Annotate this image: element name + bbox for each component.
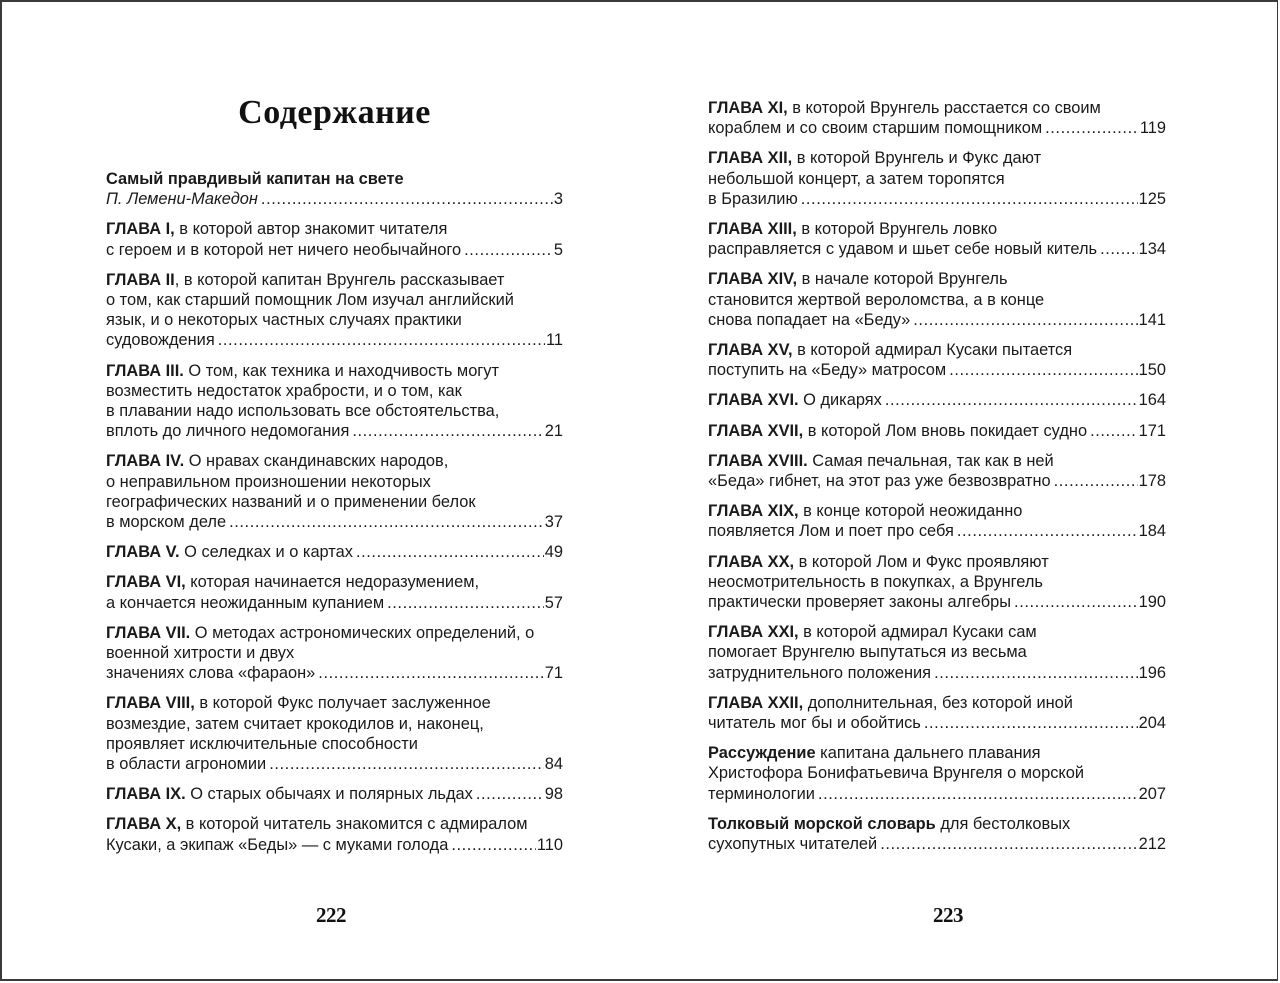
dot-leader: [352, 421, 543, 441]
chapter-label: ГЛАВА VIII,: [106, 694, 195, 713]
dot-leader: [913, 310, 1137, 330]
toc-entry[interactable]: [708, 148, 1166, 209]
chapter-label: Толковый морской словарь: [708, 814, 936, 833]
chapter-label: ГЛАВА II: [106, 270, 175, 289]
chapter-label: ГЛАВА XIV,: [708, 270, 798, 289]
toc-entry-text: [106, 784, 473, 804]
chapter-description: в которой автор знакомит читателя: [174, 220, 448, 239]
dot-leader: [261, 189, 553, 209]
toc-entry-line: [708, 98, 1166, 118]
toc-entry-text: значениях слова «фараон»: [106, 664, 316, 683]
chapter-label: ГЛАВА XVI.: [708, 391, 799, 410]
page-number-left: 222: [316, 903, 346, 927]
toc-entry-text: кораблем и со своим старшим помощником: [708, 119, 1043, 138]
toc-entry[interactable]: [106, 361, 563, 442]
page-reference: 164: [1138, 391, 1166, 410]
toc-entry-line: [106, 623, 563, 643]
toc-entry-text: [106, 542, 353, 562]
chapter-label: ГЛАВА XV,: [708, 341, 793, 360]
toc-entry-line: [106, 784, 563, 804]
toc-entry-line: [708, 310, 1166, 330]
chapter-label: ГЛАВА III.: [106, 361, 184, 380]
page-reference: 212: [1138, 835, 1166, 854]
toc-entry[interactable]: [708, 421, 1166, 441]
toc-entry[interactable]: [708, 390, 1166, 410]
toc-entry-text: судовождения: [106, 331, 215, 350]
page-reference: 141: [1138, 310, 1166, 329]
toc-entry-text: в области агрономии: [106, 755, 267, 774]
toc-entry-line: [708, 663, 1166, 683]
toc-entry[interactable]: [106, 784, 563, 804]
chapter-description: в которой читатель знакомится с адмиралом: [181, 815, 528, 834]
toc-entry-text: появляется Лом и поет про себя: [708, 522, 954, 541]
page-reference: 21: [544, 422, 563, 441]
page-reference: 134: [1138, 240, 1166, 259]
chapter-description: в которой Врунгель ловко: [796, 220, 998, 239]
page-reference: 57: [544, 593, 563, 612]
toc-entry-text: Кусаки, а экипаж «Беды» — с муками голода: [106, 835, 449, 854]
chapter-description: в которой Врунгель расстается со своим: [787, 99, 1101, 117]
chapter-description: капитана дальнего плавания: [815, 744, 1041, 763]
chapter-label: ГЛАВА I,: [106, 220, 175, 239]
toc-entry[interactable]: [708, 693, 1166, 733]
page-reference: 204: [1138, 714, 1166, 733]
page-reference: 171: [1138, 421, 1166, 440]
page-reference: 110: [536, 835, 563, 854]
page-reference: 49: [544, 543, 563, 562]
page-reference: 125: [1138, 189, 1166, 208]
toc-entry-line: [708, 390, 1166, 410]
toc-entry-line: географических названий и о применении белок: [106, 492, 476, 511]
chapter-description: в которой Лом вновь покидает судно: [803, 421, 1088, 440]
chapter-label: ГЛАВА XII,: [708, 149, 793, 168]
toc-entry-line: [106, 835, 563, 855]
page-title: Содержание: [238, 94, 431, 131]
dot-leader: [387, 593, 544, 613]
chapter-description: О дикарях: [798, 391, 882, 410]
toc-entry-line: [708, 622, 1166, 642]
toc-entry-line: возмездие, затем считает крокодилов и, наконец,: [106, 714, 484, 733]
toc-entry-line: неосмотрительность в покупках, а Врунгель: [708, 572, 1043, 591]
dot-leader: [818, 784, 1138, 804]
toc-right-column: [708, 98, 1166, 864]
toc-entry[interactable]: [106, 219, 563, 259]
page-reference: 11: [545, 331, 563, 350]
toc-entry-line: [106, 451, 563, 471]
toc-entry-line: военной хитрости и двух: [106, 644, 295, 663]
toc-entry-text: терминологии: [708, 784, 815, 803]
toc-entry-line: небольшой концерт, а затем торопятся: [708, 169, 1005, 188]
chapter-description: О методах астрономических определений, о: [190, 623, 535, 642]
toc-entry-line: [708, 713, 1166, 733]
chapter-description: , в которой капитан Врунгель рассказывает: [174, 270, 505, 289]
dot-leader: [801, 189, 1138, 209]
toc-entry-text: с героем и в которой нет ничего необычайного: [106, 240, 462, 259]
toc-entry-line: [106, 754, 563, 774]
page-reference: 98: [544, 785, 563, 804]
toc-entry-line: [708, 421, 1166, 441]
toc-entry-line: [708, 552, 1166, 572]
toc-entry-line: [106, 421, 563, 441]
chapter-label: ГЛАВА XIII,: [708, 220, 797, 239]
chapter-description: в которой Фукс получает заслуженное: [194, 694, 491, 713]
toc-entry-line: [106, 270, 563, 290]
chapter-description: дополнительная, без которой иной: [803, 693, 1073, 712]
toc-entry-line: [708, 451, 1166, 471]
dot-leader: [1100, 239, 1138, 259]
toc-entry[interactable]: [708, 622, 1166, 683]
toc-entry[interactable]: [708, 98, 1166, 138]
toc-entry-line: [106, 542, 563, 562]
page-reference: 37: [544, 513, 563, 532]
toc-entry[interactable]: [106, 814, 563, 854]
toc-entry-line: [708, 743, 1166, 763]
toc-entry-line: [106, 361, 563, 381]
toc-entry-line: [708, 118, 1166, 138]
toc-entry-line: [106, 663, 563, 683]
toc-entry-line: [106, 512, 563, 532]
toc-entry[interactable]: [106, 451, 563, 532]
chapter-label: ГЛАВА XX,: [708, 552, 795, 571]
toc-entry-line: [708, 471, 1166, 491]
chapter-label: ГЛАВА XVIII.: [708, 451, 808, 470]
chapter-description: для бестолковых: [935, 814, 1071, 833]
chapter-label: Рассуждение: [708, 744, 816, 763]
toc-entry-line: в плавании надо использовать все обстоятельства,: [106, 402, 500, 421]
page-reference: 190: [1138, 593, 1166, 612]
chapter-description: Самая печальная, так как в ней: [807, 451, 1054, 470]
toc-entry-text: читатель мог бы и обойтись: [708, 714, 921, 733]
dot-leader: [934, 663, 1138, 683]
chapter-label: ГЛАВА XIX,: [708, 502, 799, 521]
toc-entry-text: сухопутных читателей: [708, 835, 878, 854]
chapter-description: в которой Врунгель и Фукс дают: [792, 149, 1042, 168]
toc-entry[interactable]: [708, 814, 1166, 854]
page-reference: 119: [1139, 119, 1166, 138]
chapter-description: в которой Лом и Фукс проявляют: [794, 552, 1049, 571]
toc-entry-text: а кончается неожиданным купанием: [106, 593, 385, 612]
toc-entry-text: [708, 390, 882, 410]
dot-leader: [476, 784, 544, 804]
toc-entry-line: [106, 593, 563, 613]
toc-entry[interactable]: [708, 340, 1166, 380]
toc-entry[interactable]: [106, 623, 563, 684]
page-reference: 5: [553, 240, 563, 259]
chapter-label: ГЛАВА XXII,: [708, 693, 804, 712]
toc-entry-line: [708, 834, 1166, 854]
dot-leader: [880, 834, 1137, 854]
toc-entry-line: [708, 340, 1166, 360]
toc-entry-line: [708, 592, 1166, 612]
author-name: П. Лемени-Македон: [106, 190, 258, 209]
toc-entry[interactable]: [708, 451, 1166, 491]
toc-entry-line: о неправильном произношении некоторых: [106, 472, 431, 491]
chapter-description: О старых обычаях и полярных льдах: [185, 785, 473, 804]
toc-entry-line: [708, 239, 1166, 259]
chapter-label: ГЛАВА XXI,: [708, 623, 799, 642]
toc-entry-line: [106, 240, 563, 260]
toc-entry-line: [708, 814, 1166, 834]
toc-entry-line: [708, 269, 1166, 289]
chapter-description: О селедках и о картах: [179, 543, 353, 562]
toc-entry[interactable]: [106, 693, 563, 774]
dot-leader: [885, 390, 1138, 410]
chapter-label: ГЛАВА XI,: [708, 99, 788, 117]
dot-leader: [318, 663, 543, 683]
toc-entry[interactable]: [106, 270, 563, 351]
toc-entry-text: в морском деле: [106, 513, 227, 532]
toc-entry[interactable]: [708, 501, 1166, 541]
toc-entry-line: [708, 148, 1166, 168]
toc-entry-line: [708, 501, 1166, 521]
toc-entry-text: [708, 421, 1087, 441]
toc-entry-text: «Беда» гибнет, на этот раз уже безвозвратно: [708, 472, 1051, 491]
toc-entry[interactable]: [708, 552, 1166, 613]
chapter-label: ГЛАВА IX.: [106, 785, 186, 804]
toc-entry-line: становится жертвой вероломства, а в конце: [708, 290, 1045, 309]
toc-entry-line: [708, 784, 1166, 804]
chapter-description: которая начинается недоразумением,: [185, 573, 480, 592]
toc-entry[interactable]: [708, 219, 1166, 259]
chapter-description: О нравах скандинавских народов,: [184, 452, 449, 471]
toc-entry-line: [708, 360, 1166, 380]
toc-left-column: [106, 169, 563, 865]
dot-leader: [1090, 421, 1138, 441]
chapter-description: в которой адмирал Кусаки пытается: [792, 341, 1073, 360]
dot-leader: [451, 835, 536, 855]
dot-leader: [356, 542, 544, 562]
toc-entry[interactable]: [106, 572, 563, 612]
toc-entry-text: практически проверяет законы алгебры: [708, 593, 1012, 612]
toc-entry-text: расправляется с удавом и шьет себе новый китель: [708, 240, 1098, 259]
toc-entry-text: снова попадает на «Беду»: [708, 310, 911, 329]
dot-leader: [1054, 471, 1138, 491]
chapter-label: ГЛАВА VI,: [106, 573, 186, 592]
chapter-label: ГЛАВА X,: [106, 815, 182, 834]
toc-entry-line: [708, 521, 1166, 541]
page-reference: 150: [1138, 361, 1166, 380]
dot-leader: [924, 713, 1138, 733]
toc-entry[interactable]: [106, 542, 563, 562]
toc-entry-text: в Бразилию: [708, 189, 798, 208]
chapter-label: ГЛАВА IV.: [106, 452, 185, 471]
toc-entry-line: [708, 219, 1166, 239]
chapter-label: ГЛАВА V.: [106, 543, 180, 562]
toc-entry-line: о том, как старший помощник Лом изучал английский: [106, 291, 514, 310]
page-reference: 84: [544, 755, 563, 774]
toc-entry-text: затруднительного положения: [708, 663, 932, 682]
dot-leader: [229, 512, 544, 532]
toc-entry-line: помогает Врунгелю выпутаться из весьма: [708, 643, 1027, 662]
dot-leader: [957, 521, 1138, 541]
toc-entry-line: [106, 219, 563, 239]
dot-leader: [949, 360, 1137, 380]
toc-entry-line: [106, 169, 563, 189]
toc-entry[interactable]: [106, 169, 563, 209]
toc-entry[interactable]: [708, 743, 1166, 804]
dot-leader: [1014, 592, 1138, 612]
toc-entry[interactable]: [708, 269, 1166, 330]
page-reference: 196: [1138, 663, 1166, 682]
chapter-description: в конце которой неожиданно: [798, 502, 1023, 521]
chapter-description: в начале которой Врунгель: [797, 270, 1008, 289]
toc-entry-line: [106, 814, 563, 834]
toc-entry-line: [106, 693, 563, 713]
dot-leader: [464, 240, 553, 260]
dot-leader: [218, 330, 545, 350]
toc-entry-line: [708, 693, 1166, 713]
page-reference: 178: [1138, 472, 1166, 491]
toc-entry-text: вплоть до личного недомогания: [106, 422, 350, 441]
toc-entry-line: возместить недостаток храбрости, и о том, как: [106, 381, 462, 400]
toc-entry-line: язык, и о некоторых частных случаях практики: [106, 311, 462, 330]
toc-entry-line: [106, 572, 563, 592]
page-number-right: 223: [933, 903, 963, 927]
chapter-description: О том, как техника и находчивость могут: [183, 361, 499, 380]
chapter-label: ГЛАВА VII.: [106, 623, 191, 642]
toc-entry-line: [708, 189, 1166, 209]
dot-leader: [269, 754, 544, 774]
page-reference: 3: [553, 190, 563, 209]
toc-entry-text: поступить на «Беду» матросом: [708, 361, 947, 380]
page-reference: 71: [544, 664, 563, 683]
toc-entry-line: [106, 189, 563, 209]
chapter-label: ГЛАВА XVII,: [708, 421, 804, 440]
page-reference: 207: [1138, 784, 1166, 803]
chapter-description: в которой адмирал Кусаки сам: [798, 623, 1037, 642]
toc-entry-line: Христофора Бонифатьевича Врунгеля о морской: [708, 764, 1085, 783]
chapter-label: Самый правдивый капитан на свете: [106, 170, 404, 188]
page-reference: 184: [1138, 522, 1166, 541]
toc-entry-line: проявляет исключительные способности: [106, 734, 418, 753]
toc-entry-line: [106, 330, 563, 350]
dot-leader: [1045, 118, 1139, 138]
